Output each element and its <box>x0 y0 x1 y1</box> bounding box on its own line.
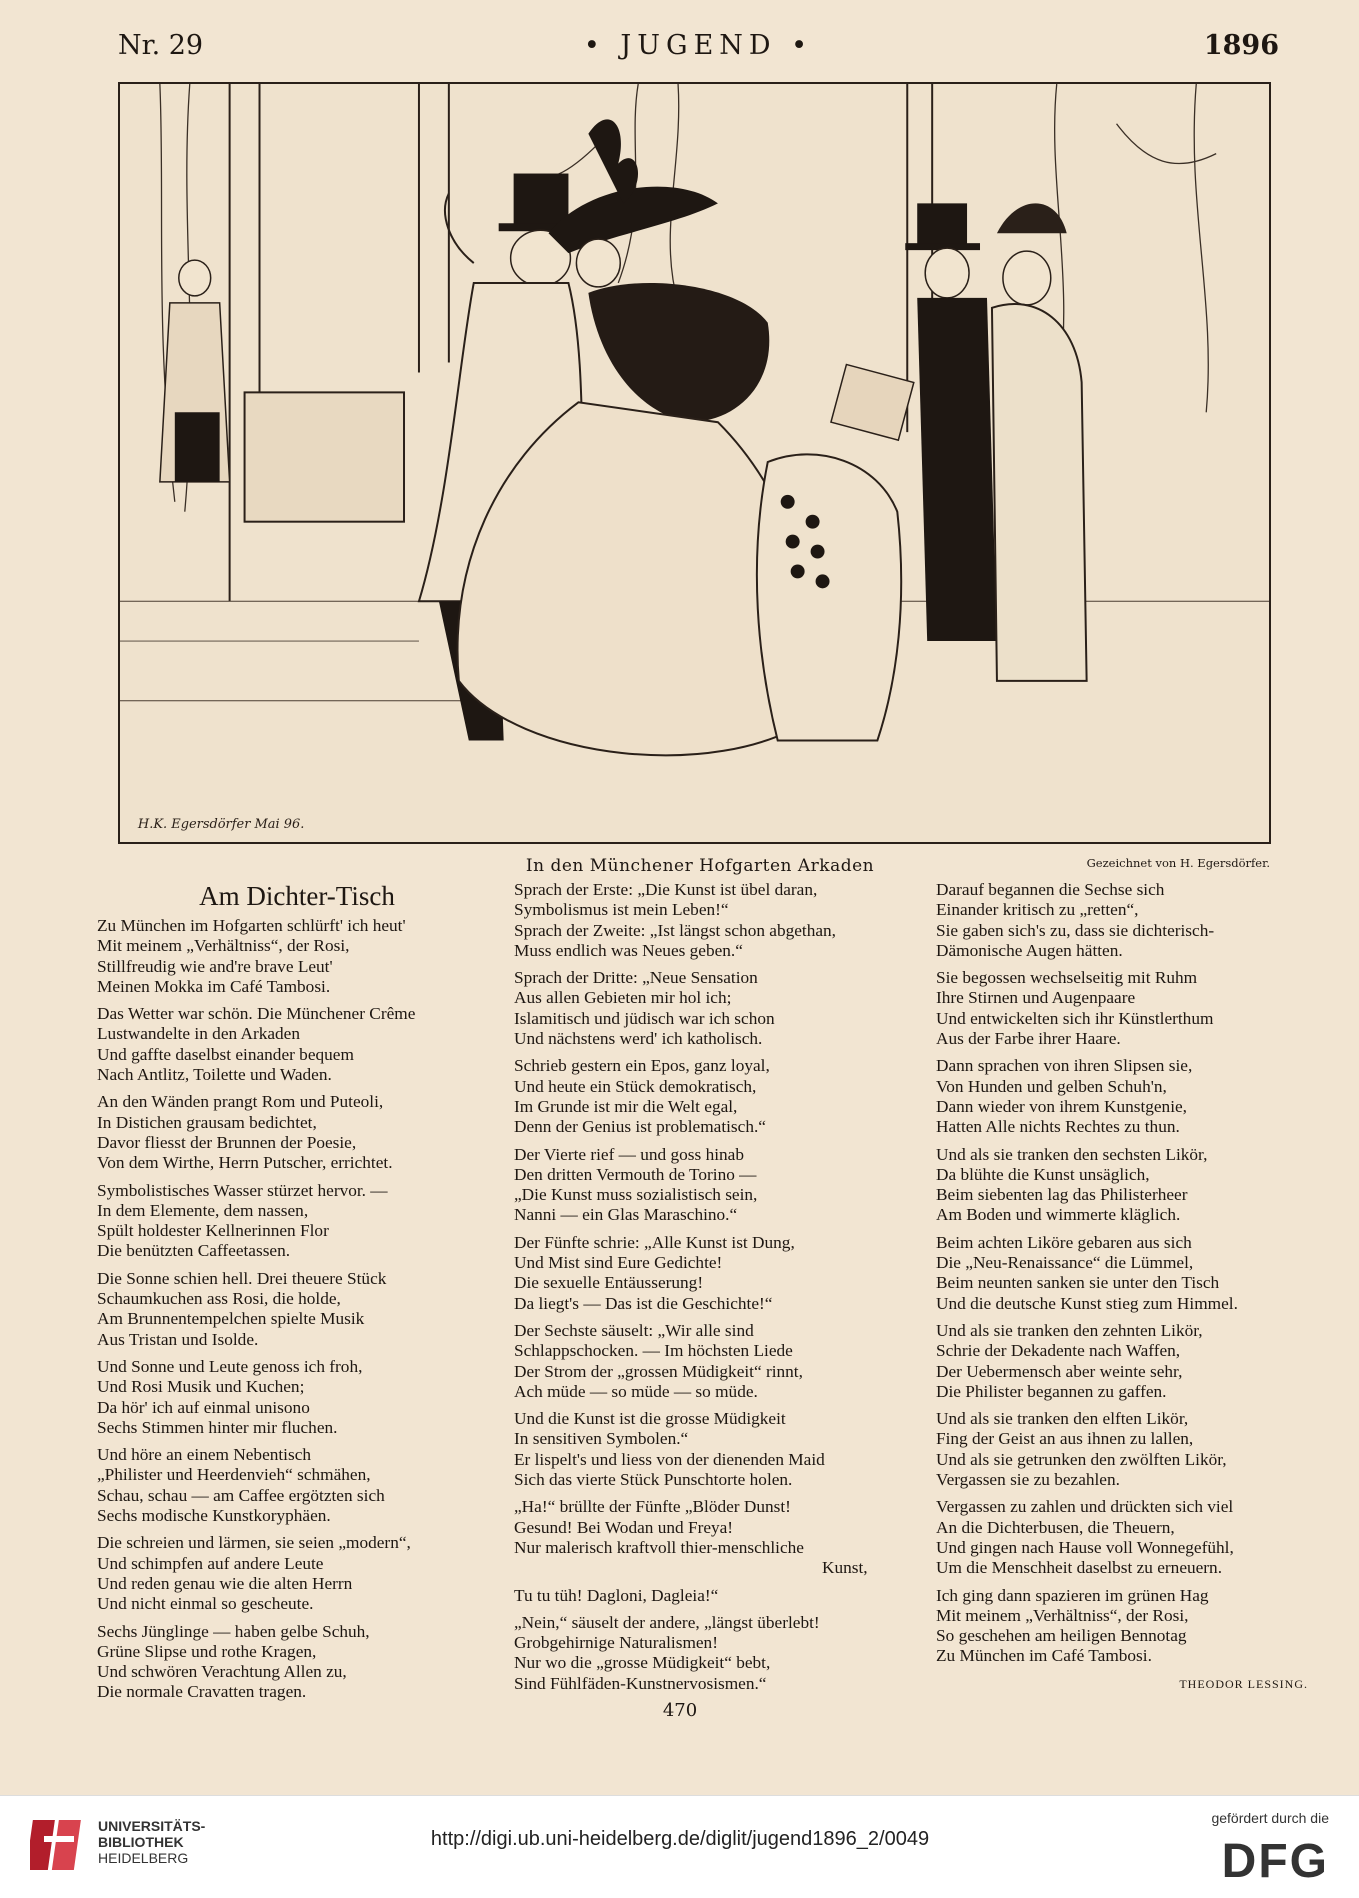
poem-line: Ach müde — so müde — so müde. <box>514 1381 758 1401</box>
stanza <box>514 1233 919 1314</box>
poem-line: Einander kritisch zu „retten“, <box>936 900 1139 920</box>
poem-line: Und schwören Verachtung Allen zu, <box>97 1662 347 1682</box>
poem-line: Stillfreudig wie and're brave Leut' <box>97 956 333 976</box>
poem-line: Islamitisch und jüdisch war ich schon <box>514 1008 775 1028</box>
girl-figure <box>757 364 914 740</box>
poem-line: Sie gaben sich's zu, dass sie dichterisch- <box>936 920 1215 940</box>
poem-line: Mit meinem „Verhältniss“, der Rosi, <box>936 1605 1189 1625</box>
poem-line: Und schimpfen auf andere Leute <box>97 1553 324 1573</box>
poem-line: Dann sprachen von ihren Slipsen sie, <box>936 1056 1193 1076</box>
viewer-footer <box>0 1795 1359 1898</box>
poem-line: Spült holdester Kellnerinnen Flor <box>97 1221 329 1241</box>
stanza <box>514 968 919 1049</box>
poem-line: Und als sie tranken den zehnten Likör, <box>936 1320 1203 1340</box>
poem-line: Sprach der Erste: „Die Kunst ist übel daran, <box>514 880 818 899</box>
funded-by-label: gefördert durch die <box>1211 1810 1329 1826</box>
poem-line: Sechs Stimmen hinter mir fluchen. <box>97 1417 338 1437</box>
poem-line: In Distichen grausam bedichtet, <box>97 1112 317 1132</box>
stanza <box>97 1357 497 1438</box>
magazine-title: • JUGEND • <box>583 30 814 61</box>
poem-line: Sind Fühlfäden-Kunstnervosismen.“ <box>514 1673 767 1693</box>
page-number: 470 <box>662 1700 698 1721</box>
stanza <box>936 1586 1336 1667</box>
stanza <box>514 1497 919 1578</box>
poem-line: Schau, schau — am Caffee ergötzten sich <box>97 1485 385 1505</box>
stanza <box>936 1056 1336 1137</box>
poem-line: Die sexuelle Entäusserung! <box>514 1273 704 1293</box>
poem-line: Von Hunden und gelben Schuh'n, <box>936 1076 1167 1096</box>
background-figures <box>160 260 230 482</box>
poem-line: Nach Antlitz, Toilette und Waden. <box>97 1065 332 1085</box>
poem-line: Symbolismus ist mein Leben!“ <box>514 900 729 920</box>
issue-number: Nr. 29 <box>118 30 204 61</box>
poem-line: Die schreien und lärmen, sie seien „modern“, <box>97 1533 411 1553</box>
poem-line: Und als sie tranken den sechsten Likör, <box>936 1144 1208 1164</box>
poem-line: Beim achten Liköre gebaren aus sich <box>936 1232 1192 1252</box>
poem-line: Davor fliesst der Brunnen der Poesie, <box>97 1132 357 1152</box>
poem-line: Und Sonne und Leute genoss ich froh, <box>97 1356 363 1376</box>
poem-line: Gesund! Bei Wodan und Freya! <box>514 1517 734 1537</box>
library-name <box>98 1818 205 1866</box>
poem-line: Und heute ein Stück demokratisch, <box>514 1076 757 1096</box>
poem-line: Schlappschocken. — Im höchsten Liede <box>514 1341 793 1361</box>
stanza <box>97 916 497 997</box>
poem-line: Und gingen nach Hause voll Wonnegefühl, <box>936 1537 1234 1557</box>
stanza <box>936 968 1336 1049</box>
stanzas <box>514 880 919 1694</box>
poem-line: Ich ging dann spazieren im grünen Hag <box>936 1585 1209 1605</box>
poem-line: Ihre Stirnen und Augenpaare <box>936 988 1136 1008</box>
poem-line: An die Dichterbusen, die Theuern, <box>936 1517 1175 1537</box>
poem-line: Von dem Wirthe, Herrn Putscher, errichtet. <box>97 1153 393 1173</box>
poem-line: Da blühte die Kunst unsäglich, <box>936 1164 1150 1184</box>
university-library-logo-icon <box>30 1812 88 1878</box>
poem-line: „Die Kunst muss sozialistisch sein, <box>514 1185 758 1205</box>
poem-line: Schaumkuchen ass Rosi, die holde, <box>97 1289 341 1309</box>
illustration <box>118 82 1271 844</box>
poem-line: Um die Menschheit daselbst zu erneuern. <box>936 1558 1223 1578</box>
poem-line: Der Sechste säuselt: „Wir alle sind <box>514 1320 754 1340</box>
poem-line: An den Wänden prangt Rom und Puteoli, <box>97 1092 384 1112</box>
poem-line: Der Strom der „grossen Müdigkeit“ rinnt, <box>514 1361 803 1381</box>
poem-column-3 <box>936 880 1336 1694</box>
stanzas <box>97 916 497 1703</box>
poem-line: Und reden genau wie die alten Herrn <box>97 1573 353 1593</box>
poem-line: Zu München im Hofgarten schlürft' ich heut' <box>97 916 406 935</box>
illustration-credit: Gezeichnet von H. Egersdörfer. <box>1086 856 1270 870</box>
poem-line: Grobgehirnige Naturalismen! <box>514 1633 718 1653</box>
poem-line: Die normale Cravatten tragen. <box>97 1682 307 1702</box>
stanza <box>514 880 919 961</box>
poem-line: Aus allen Gebieten mir hol ich; <box>514 988 732 1008</box>
poem-line: Beim siebenten lag das Philisterheer <box>936 1185 1188 1205</box>
poem-line: Er lispelt's und liess von der dienenden Maid <box>514 1449 825 1469</box>
page-header <box>118 30 1279 70</box>
poem-line: Zu München im Café Tambosi. <box>936 1646 1152 1666</box>
poem-line: Beim neunten sanken sie unter den Tisch <box>936 1273 1220 1293</box>
stanza <box>97 1181 497 1262</box>
poem-line: Aus Tristan und Isolde. <box>97 1329 259 1349</box>
library-line-2: BIBLIOTHEK <box>98 1834 184 1850</box>
poem-line: In dem Elemente, dem nassen, <box>97 1200 309 1220</box>
poem-line: Und nicht einmal so gescheute. <box>97 1594 314 1614</box>
poem-line: Den dritten Vermouth de Torino — <box>514 1164 757 1184</box>
poem-line: Die benützten Caffeetassen. <box>97 1241 291 1261</box>
poem-line: Der Fünfte schrie: „Alle Kunst ist Dung, <box>514 1232 795 1252</box>
poem-line: Und Mist sind Eure Gedichte! <box>514 1253 723 1273</box>
stanza <box>97 1622 497 1703</box>
pedestal <box>245 392 404 521</box>
poem-line: Symbolistisches Wasser stürzet hervor. — <box>97 1180 388 1200</box>
poem-line: Meinen Mokka im Café Tambosi. <box>97 976 331 996</box>
poem-line: Die Philister begannen zu gaffen. <box>936 1381 1167 1401</box>
poem-line: Sechs Jünglinge — haben gelbe Schuh, <box>97 1621 370 1641</box>
stanza <box>97 1533 497 1614</box>
right-couple <box>905 203 1086 680</box>
poem-line: Nur malerisch kraftvoll thier-menschliche <box>514 1537 804 1557</box>
poem-line: Sprach der Zweite: „Ist längst schon abgethan, <box>514 920 836 940</box>
poem-line: Und gaffte daselbst einander bequem <box>97 1044 354 1064</box>
poem-line: Sechs modische Kunstkoryphäen. <box>97 1506 331 1526</box>
poem-line: Tu tu tüh! Dagloni, Dagleia!“ <box>514 1585 719 1605</box>
stanza <box>514 1321 919 1402</box>
stanza <box>514 1056 919 1137</box>
poem-line: Dämonische Augen hätten. <box>936 940 1123 960</box>
poem-line: „Philister und Heerdenvieh“ schmähen, <box>97 1465 371 1485</box>
poem-line: Der Uebermensch aber weinte sehr, <box>936 1361 1183 1381</box>
stanza <box>936 1321 1336 1402</box>
stanzas <box>936 880 1336 1667</box>
poem-line: Fing der Geist an aus ihnen zu lallen, <box>936 1429 1194 1449</box>
dfg-logo: DFG <box>1221 1835 1329 1888</box>
poem-line: „Nein,“ säuselt der andere, „längst überlebt! <box>514 1612 820 1632</box>
library-line-1: UNIVERSITÄTS- <box>98 1818 206 1834</box>
poem-line: Grüne Slipse und rothe Kragen, <box>97 1641 317 1661</box>
artist-signature: H.K. Egersdörfer Mai 96. <box>137 817 305 833</box>
stanza <box>514 1613 919 1694</box>
poem-line: „Ha!“ brüllte der Fünfte „Blöder Dunst! <box>514 1497 791 1517</box>
poem-title: Am Dichter-Tisch <box>199 881 395 911</box>
document-url[interactable]: http://digi.ub.uni-heidelberg.de/diglit/jugend1896_2/0049 <box>430 1828 930 1850</box>
poem-line: Im Grunde ist mir die Welt egal, <box>514 1096 738 1116</box>
poem-line: Hatten Alle nichts Rechtes zu thun. <box>936 1117 1180 1137</box>
stanza <box>97 1269 497 1350</box>
poem-line: Und die Kunst ist die grosse Müdigkeit <box>514 1409 786 1429</box>
poem-line: Der Vierte rief — und goss hinab <box>514 1144 744 1164</box>
poem-line: Aus der Farbe ihrer Haare. <box>936 1029 1121 1049</box>
poem-line: Die „Neu-Renaissance“ die Lümmel, <box>936 1253 1194 1273</box>
poem-line: Da hör' ich auf einmal unisono <box>97 1397 310 1417</box>
poem-line: Und nächstens werd' ich katholisch. <box>514 1029 763 1049</box>
poem-line: Darauf begannen die Sechse sich <box>936 880 1165 899</box>
stanza <box>936 1233 1336 1314</box>
stanza <box>514 1586 919 1606</box>
issue-year: 1896 <box>1203 30 1279 61</box>
poem-line: Denn der Genius ist problematisch.“ <box>514 1117 766 1137</box>
illustration-drawing <box>120 84 1269 842</box>
stanza <box>97 1445 497 1526</box>
poem-line: In sensitiven Symbolen.“ <box>514 1429 689 1449</box>
stanza <box>936 1409 1336 1490</box>
poem-line: Und höre an einem Nebentisch <box>97 1445 312 1465</box>
stanza <box>514 1145 919 1226</box>
poem-line: Lustwandelte in den Arkaden <box>97 1024 300 1044</box>
poem-line: Da liegt's — Das ist die Geschichte!“ <box>514 1293 773 1313</box>
poem-line: Am Boden und wimmerte kläglich. <box>936 1205 1181 1225</box>
poem-line: Schrieb gestern ein Epos, ganz loyal, <box>514 1056 770 1076</box>
poem-line: Kunst, <box>822 1558 868 1578</box>
poem-line: Vergassen zu zahlen und drückten sich viel <box>936 1497 1234 1517</box>
poem-line: Und die deutsche Kunst stieg zum Himmel. <box>936 1293 1238 1313</box>
poem-line: Dann wieder von ihrem Kunstgenie, <box>936 1096 1187 1116</box>
poem-line: Vergassen sie zu bezahlen. <box>936 1470 1120 1490</box>
poem-line: Und als sie getrunken den zwölften Likör, <box>936 1449 1227 1469</box>
poem-line: Am Brunnentempelchen spielte Musik <box>97 1309 365 1329</box>
library-line-3: HEIDELBERG <box>98 1850 189 1866</box>
poem-author: THEODOR LESSING. <box>1179 1676 1308 1691</box>
stanza <box>97 1092 497 1173</box>
poem-line: So geschehen am heiligen Bennotag <box>936 1626 1187 1646</box>
poem-line: Und entwickelten sich ihr Künstlerthum <box>936 1008 1214 1028</box>
poem-line: Muss endlich was Neues geben.“ <box>514 940 743 960</box>
stanza <box>936 880 1336 961</box>
poem-column-2 <box>514 880 919 1701</box>
poem-line: Schrie der Dekadente nach Waffen, <box>936 1341 1181 1361</box>
poem-line: Und Rosi Musik und Kuchen; <box>97 1377 305 1397</box>
poem-line: Sich das vierte Stück Punschtorte holen. <box>514 1470 793 1490</box>
poem-column-1 <box>97 880 497 1710</box>
poem-line: Nanni — ein Glas Maraschino.“ <box>514 1205 738 1225</box>
stanza <box>936 1497 1336 1578</box>
poem-line: Die Sonne schien hell. Drei theuere Stück <box>97 1268 387 1288</box>
poem-line: Mit meinem „Verhältniss“, der Rosi, <box>97 936 350 956</box>
stanza <box>936 1145 1336 1226</box>
poem-line: Das Wetter war schön. Die Münchener Crême <box>97 1004 416 1024</box>
illustration-caption: In den Münchener Hofgarten Arkaden <box>525 856 875 876</box>
poem-line: Sie begossen wechselseitig mit Ruhm <box>936 968 1198 988</box>
poem-line: Nur wo die „grosse Müdigkeit“ bebt, <box>514 1653 771 1673</box>
poem-line: Sprach der Dritte: „Neue Sensation <box>514 968 758 988</box>
poem-line: Und als sie tranken den elften Likör, <box>936 1409 1189 1429</box>
stanza <box>97 1004 497 1085</box>
stanza <box>514 1409 919 1490</box>
